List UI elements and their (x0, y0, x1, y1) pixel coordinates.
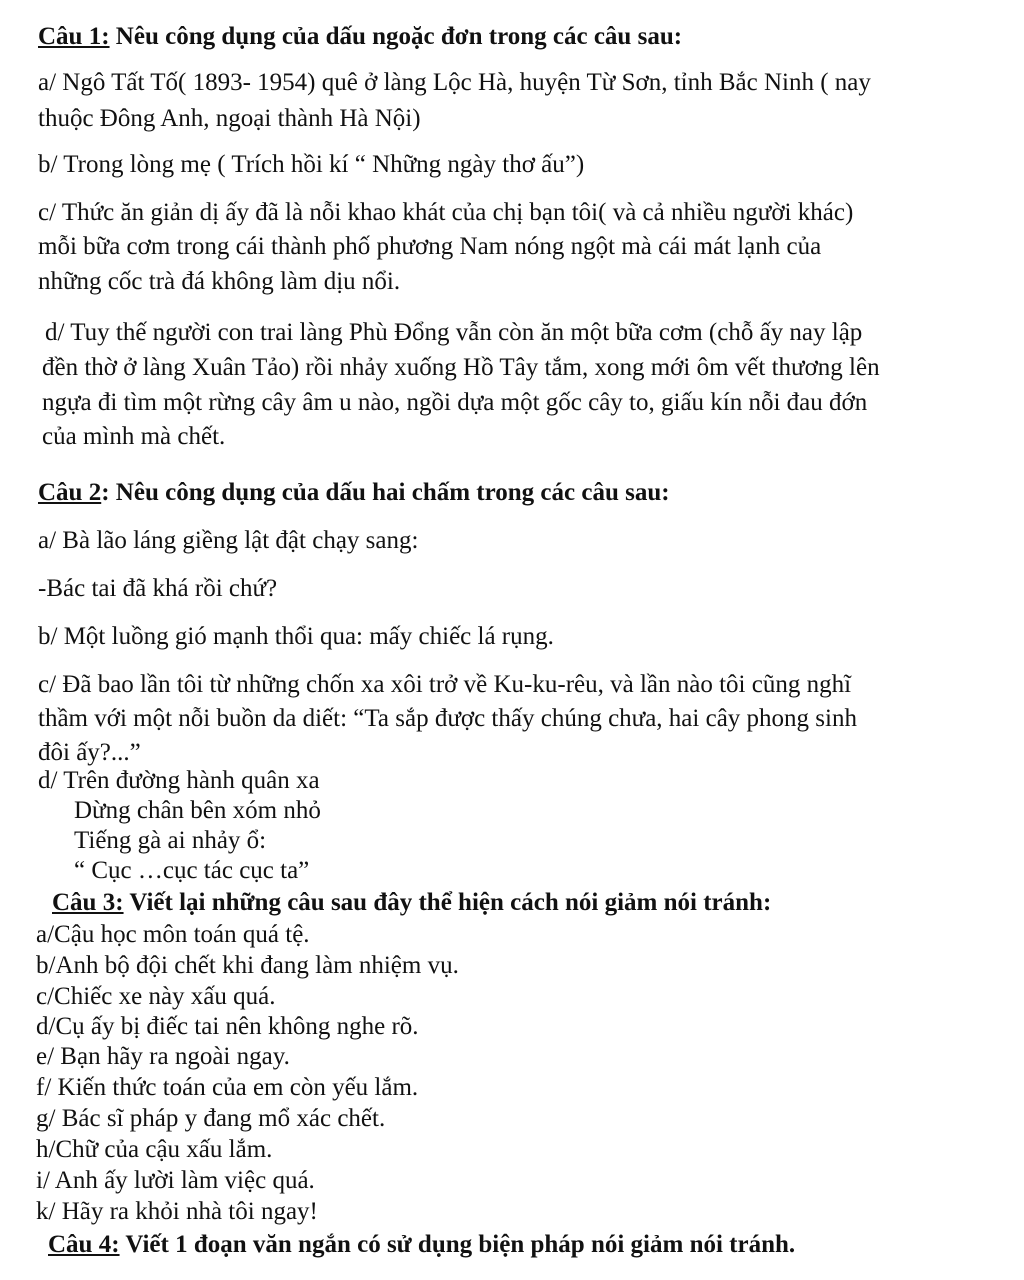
question-4-label: Câu 4: (48, 1231, 120, 1258)
q1-item-b: b/ Trong lòng mẹ ( Trích hồi kí “ Những ngày thơ ấu”) (38, 151, 585, 178)
q1-item-d-line-3: ngựa đi tìm một rừng cây âm u nào, ngồi dựa một gốc cây to, giấu kín nỗi đau đớn (42, 389, 868, 416)
q2-item-c-line-3: đôi ấy?...” (38, 739, 141, 766)
q1-item-c-line-1: c/ Thức ăn giản dị ấy đã là nỗi khao khát của chị bạn tôi( và cả nhiều người khác) (38, 199, 854, 226)
q2-item-d-poem-line-4: “ Cục …cục tác cục ta” (74, 857, 310, 884)
q2-item-c-line-1: c/ Đã bao lần tôi từ những chốn xa xôi trở về Ku-ku-rêu, và lần nào tôi cũng nghĩ (38, 671, 852, 698)
q1-item-c-line-3: những cốc trà đá không làm dịu nổi. (38, 268, 401, 295)
q2-item-a-quote: -Bác tai đã khá rồi chứ? (38, 575, 278, 602)
question-1-label: Câu 1: (38, 23, 110, 50)
q1-item-d-line-4: của mình mà chết. (42, 423, 226, 450)
q2-item-a: a/ Bà lão láng giềng lật đật chạy sang: (38, 527, 419, 554)
question-4-heading (48, 1230, 795, 1260)
question-2-label: Câu 2 (38, 479, 102, 506)
q1-item-d-line-1: d/ Tuy thế người con trai làng Phù Đổng vẫn còn ăn một bữa cơm (chỗ ấy nay lập (45, 319, 863, 346)
question-3-heading (52, 888, 771, 918)
q2-item-d-poem-line-3: Tiếng gà ai nhảy ổ: (74, 827, 267, 854)
q1-item-a-line-2: thuộc Đông Anh, ngoại thành Hà Nội) (38, 105, 421, 132)
question-2-heading (38, 478, 670, 508)
q3-item: k/ Hãy ra khỏi nhà tôi ngay! (36, 1198, 318, 1225)
q3-item: b/Anh bộ đội chết khi đang làm nhiệm vụ. (36, 952, 459, 979)
question-1-heading (38, 22, 682, 52)
q2-item-d-poem-line-2: Dừng chân bên xóm nhỏ (74, 797, 321, 824)
question-2-title: : Nêu công dụng của dấu hai chấm trong các câu sau: (101, 479, 670, 506)
question-3-label: Câu 3: (52, 889, 124, 916)
question-3-title: Viết lại những câu sau đây thể hiện cách nói giảm nói tránh: (123, 889, 772, 916)
q3-item: e/ Bạn hãy ra ngoài ngay. (36, 1043, 290, 1070)
q3-item: c/Chiếc xe này xấu quá. (36, 983, 276, 1010)
q2-item-c-line-2: thầm với một nỗi buồn da diết: “Ta sắp được thấy chúng chưa, hai cây phong sinh (38, 705, 857, 732)
question-1-title: Nêu công dụng của dấu ngoặc đơn trong các câu sau: (109, 23, 683, 50)
q3-item: h/Chữ của cậu xấu lắm. (36, 1136, 273, 1163)
q3-item: d/Cụ ấy bị điếc tai nên không nghe rõ. (36, 1013, 419, 1040)
question-4-title: Viết 1 đoạn văn ngắn có sử dụng biện pháp nói giảm nói tránh. (119, 1231, 796, 1258)
q3-item: i/ Anh ấy lười làm việc quá. (36, 1167, 315, 1194)
q2-item-b: b/ Một luồng gió mạnh thổi qua: mấy chiếc lá rụng. (38, 623, 554, 650)
q1-item-a-line-1: a/ Ngô Tất Tố( 1893- 1954) quê ở làng Lộc Hà, huyện Từ Sơn, tỉnh Bắc Ninh ( nay (38, 69, 871, 96)
q3-item: f/ Kiến thức toán của em còn yếu lắm. (36, 1074, 419, 1101)
q1-item-c-line-2: mỗi bữa cơm trong cái thành phố phương Nam nóng ngột mà cái mát lạnh của (38, 233, 822, 260)
q1-item-d-line-2: đền thờ ở làng Xuân Tảo) rồi nhảy xuống Hồ Tây tắm, xong mới ôm vết thương lên (42, 354, 880, 381)
q3-item: g/ Bác sĩ pháp y đang mổ xác chết. (36, 1105, 386, 1132)
q3-item: a/Cậu học môn toán quá tệ. (36, 921, 310, 948)
q2-item-d-poem-line-1: d/ Trên đường hành quân xa (38, 767, 320, 794)
